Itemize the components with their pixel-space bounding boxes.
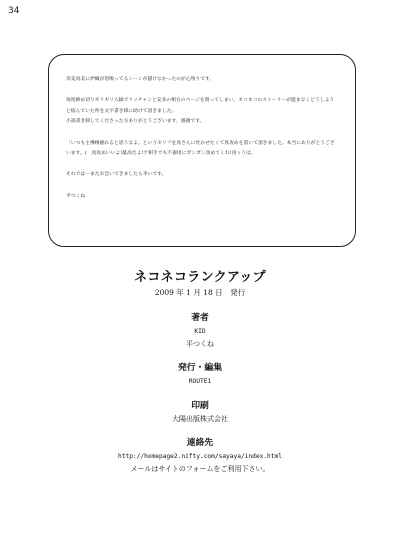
publisher-heading: 発行・編集 <box>178 363 222 373</box>
author-section <box>0 313 400 350</box>
afterword-line: 「いつも主導権握れると思うなよ。というセリフを真さんに吐かせたくて真攻めを書いて頂きました。本当にありがとうございます。( 真攻めいいよ!最高だよ!ア相手でも不器用にガンガン攻めてくれ!真ぅうは。 <box>66 140 335 157</box>
printer-name: 大陽出版株式会社 <box>172 415 228 423</box>
printer-heading: 印刷 <box>191 401 209 411</box>
afterword-signature: 平つくね <box>66 193 86 199</box>
publisher-section <box>0 363 400 387</box>
afterword-box <box>48 54 356 247</box>
contact-note: メールはサイトのフォームをご利用下さい。 <box>130 465 270 473</box>
printer-section <box>0 401 400 425</box>
contact-url: http://homepage2.nifty.com/sayaya/index.html <box>118 453 282 460</box>
contact-section <box>0 438 400 475</box>
afterword-line: 奈美真美に伊織が怒鳴ってるシーンが描けなかったのが心残りです。 <box>66 77 215 82</box>
book-title: ネコネコランクアップ <box>134 270 266 285</box>
page-number: 34 <box>8 6 20 16</box>
afterword-line: それではーまたお会いできましたら幸いです。 <box>66 172 167 178</box>
afterword-line: 毎度締め切りギリギリ入稿でリッチャンと安多の相方のページを削ってしまい、ネコネコのストーリーが進まなくどうしようと悩んでいた所を文字書き様に助けて頂きました。 <box>66 98 335 114</box>
publisher-name: ROUTE1 <box>188 378 212 385</box>
author-heading: 著者 <box>191 313 209 323</box>
publication-date: 2009 年 1 月 18 日 発行 <box>154 288 246 297</box>
colophon <box>0 270 400 475</box>
afterword-line: 小説書き卸してくださった方ありがとうございます。感謝です。 <box>66 119 205 125</box>
contact-heading: 連絡先 <box>186 438 214 448</box>
author-name: 平つくね <box>186 340 214 348</box>
author-name: KID <box>194 328 206 335</box>
afterword-body <box>66 75 345 202</box>
